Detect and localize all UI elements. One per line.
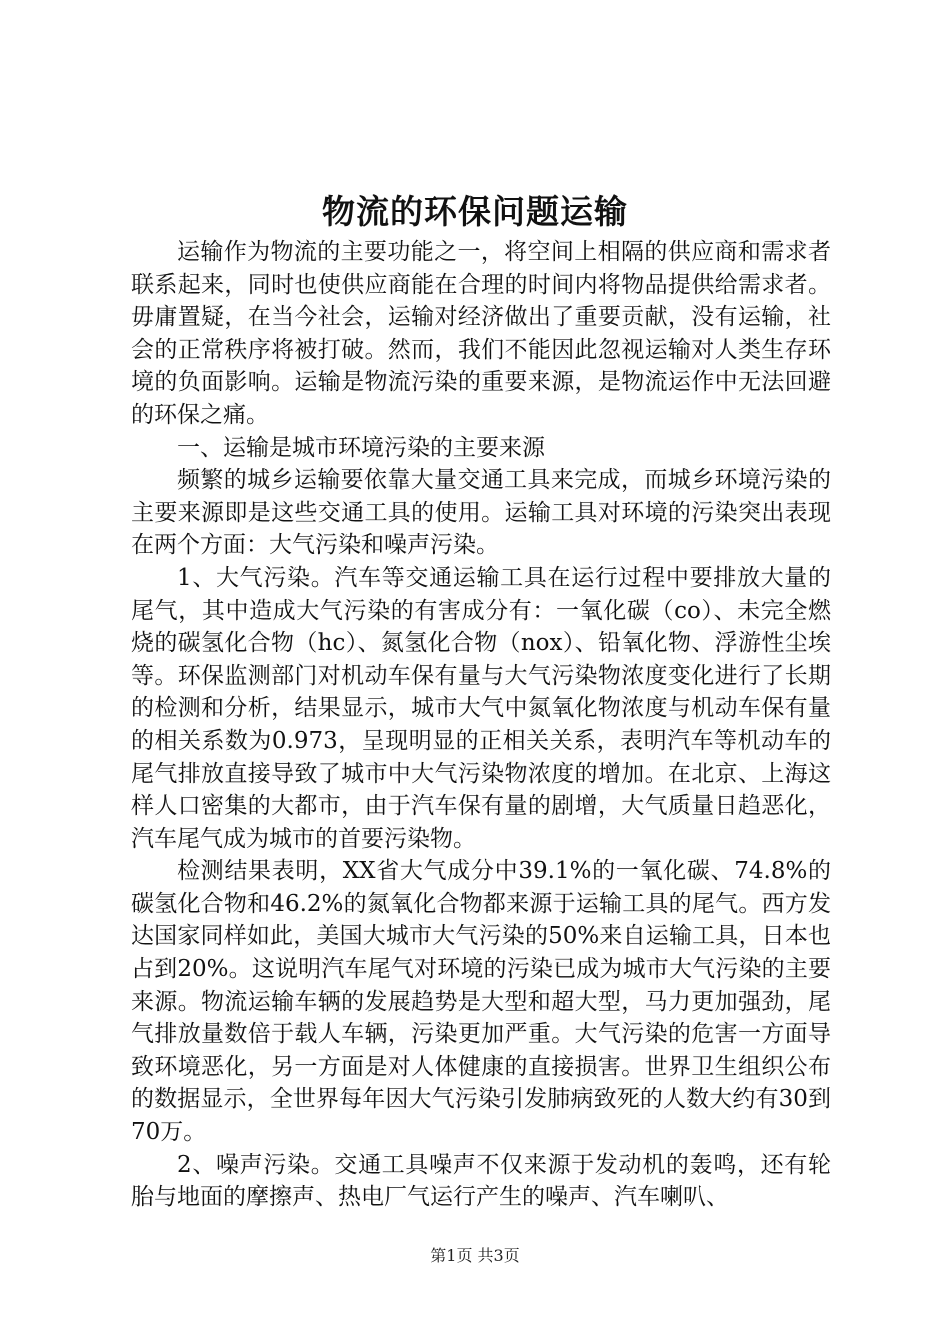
section-heading: 一、运输是城市环境污染的主要来源 bbox=[177, 434, 545, 461]
paragraph-noise-pollution: 2、噪声污染。交通工具噪声不仅来源于发动机的轰鸣，还有轮胎与地面的摩擦声、热电厂气运行产生的噪声、汽车喇叭、 bbox=[131, 1151, 831, 1211]
document-body bbox=[131, 236, 831, 1214]
page-number-footer: 第1页 共3页 bbox=[430, 1246, 520, 1265]
document-title: 物流的环保问题运输 bbox=[322, 192, 628, 231]
paragraph-air-pollution: 1、大气污染。汽车等交通运输工具在运行过程中要排放大量的尾气，其中造成大气污染的有害成分有：一氧化碳（co）、未完全燃烧的碳氢化合物（hc）、氮氢化合物（nox）、铅氧化物、浮游性尘埃等。环保监测部门对机动车保有量与大气污染物浓度变化进行了长期的检测和分析，结果显示，城市大气中氮氧化物浓度与机动车保有量的相关系数为0.973，呈现明显的正相关关系，表明汽车等机动车的尾气排放直接导致了城市中大气污染物浓度的增加。在北京、上海这样人口密集的大都市，由于汽车保有量的剧增，大气质量日趋恶化，汽车尾气成为城市的首要污染物。 bbox=[131, 564, 831, 852]
paragraph-test-results: 检测结果表明，XX省大气成分中39.1%的一氧化碳、74.8%的碳氢化合物和46.2%的氮氧化合物都来源于运输工具的尾气。西方发达国家同样如此，美国大城市大气污染的50%来自运输工具，日本也占到20%。这说明汽车尾气对环境的污染已成为城市大气污染的主要来源。物流运输车辆的发展趋势是大型和超大型，马力更加强劲，尾气排放量数倍于载人车辆，污染更加严重。大气污染的危害一方面导致环境恶化，另一方面是对人体健康的直接损害。世界卫生组织公布的数据显示，全世界每年因大气污染引发肺病致死的人数大约有30到70万。 bbox=[131, 858, 831, 1146]
paragraph-intro: 运输作为物流的主要功能之一，将空间上相隔的供应商和需求者联系起来，同时也使供应商能在合理的时间内将物品提供给需求者。毋庸置疑，在当今社会，运输对经济做出了重要贡献，没有运输，社会的正常秩序将被打破。然而，我们不能因此忽视运输对人类生存环境的负面影响。运输是物流污染的重要来源，是物流运作中无法回避的环保之痛。 bbox=[131, 239, 831, 428]
paragraph-sources: 频繁的城乡运输要依靠大量交通工具来完成，而城乡环境污染的主要来源即是这些交通工具的使用。运输工具对环境的污染突出表现在两个方面：大气污染和噪声污染。 bbox=[131, 467, 831, 559]
